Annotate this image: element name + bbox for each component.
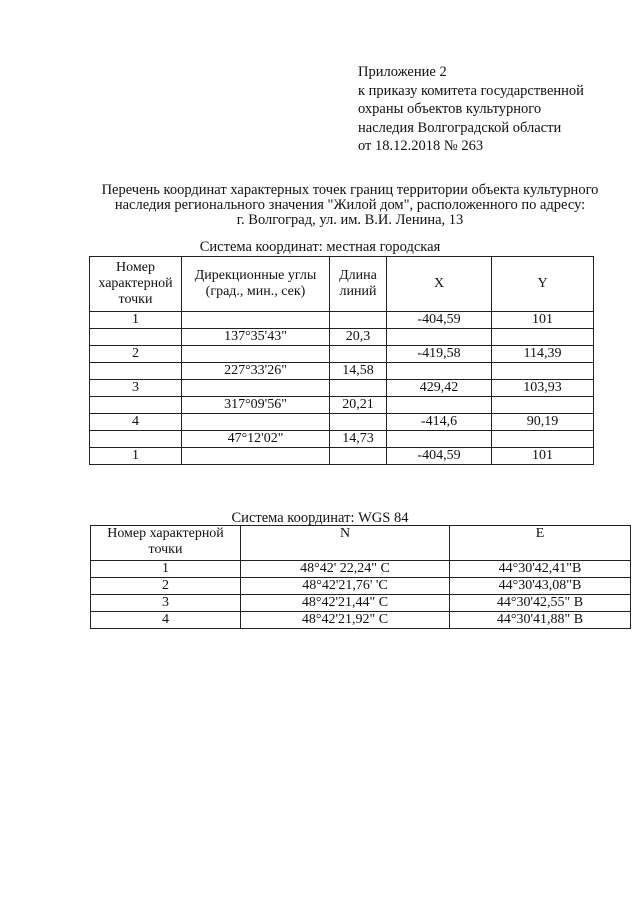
point-number: 3 [91,595,241,612]
direction-angle [182,380,330,397]
header-e: E [450,526,631,561]
x-value [387,363,492,380]
table2-caption: Система координат: WGS 84 [231,510,409,526]
x-value [387,431,492,448]
header-y: Y [492,257,594,312]
point-number: 3 [90,380,182,397]
y-value: 114,39 [492,346,594,363]
table-row [90,431,594,448]
point-number: 2 [91,578,241,595]
point-number: 4 [90,414,182,431]
header-direction-angles: Дирекционные углы (град., мин., сек) [182,257,330,312]
direction-angle: 227°33'26" [182,363,330,380]
y-value: 101 [492,312,594,329]
heading-line: наследия регионального значения "Жилой дом", расположенного по адресу: [114,197,586,213]
table-header-row [90,257,594,312]
direction-angle: 137°35'43" [182,329,330,346]
latitude: 48°42'21,76' 'С [241,578,450,595]
table-row [91,595,631,612]
point-number: 2 [90,346,182,363]
table-row [90,397,594,414]
direction-angle: 47°12'02" [182,431,330,448]
direction-angle: 317°09'56" [182,397,330,414]
line-length [330,346,387,363]
latitude: 48°42'21,92" С [241,612,450,629]
x-value [387,329,492,346]
header-x: X [387,257,492,312]
longitude: 44°30'41,88" В [450,612,631,629]
x-value: -404,59 [387,448,492,465]
appendix-block [358,63,584,156]
table1-caption: Система координат: местная городская [199,239,441,255]
longitude: 44°30'42,55" В [450,595,631,612]
table-row [90,312,594,329]
point-number [90,431,182,448]
line-length: 14,58 [330,363,387,380]
line-length [330,414,387,431]
heading-line: г. Волгоград, ул. им. В.И. Ленина, 13 [236,212,464,228]
y-value: 101 [492,448,594,465]
y-value [492,431,594,448]
y-value [492,329,594,346]
line-length: 20,21 [330,397,387,414]
appendix-line: от 18.12.2018 № 263 [358,138,484,154]
line-length [330,380,387,397]
line-length [330,448,387,465]
heading-line: Перечень координат характерных точек границ территории объекта культурного [101,182,599,198]
table-row [91,612,631,629]
table-row [90,363,594,380]
appendix-line: Приложение 2 [358,64,447,80]
x-value: 429,42 [387,380,492,397]
x-value [387,397,492,414]
direction-angle [182,414,330,431]
header-point-number: Номер характерной точки [91,526,241,561]
point-number [90,363,182,380]
longitude: 44°30'42,41"В [450,561,631,578]
direction-angle [182,346,330,363]
y-value [492,397,594,414]
header-point-number: Номер характерной точки [90,257,182,312]
line-length: 14,73 [330,431,387,448]
wgs84-coordinates-table [90,525,631,629]
x-value: -414,6 [387,414,492,431]
latitude: 48°42' 22,24" С [241,561,450,578]
direction-angle [182,312,330,329]
point-number [90,329,182,346]
local-coordinates-table [89,256,594,465]
point-number: 1 [90,312,182,329]
appendix-line: охраны объектов культурного [358,101,542,117]
table-row [90,414,594,431]
x-value: -404,59 [387,312,492,329]
appendix-line: к приказу комитета государственной [358,82,584,99]
table-row [90,346,594,363]
latitude: 48°42'21,44" С [241,595,450,612]
longitude: 44°30'43,08"В [450,578,631,595]
direction-angle [182,448,330,465]
y-value: 103,93 [492,380,594,397]
header-line-length: Длина линий [330,257,387,312]
point-number: 1 [90,448,182,465]
appendix-line: наследия Волгоградской области [358,119,562,136]
line-length: 20,3 [330,329,387,346]
table-row [91,561,631,578]
line-length [330,312,387,329]
header-n: N [241,526,450,561]
y-value [492,363,594,380]
table-row [90,329,594,346]
table-row [90,448,594,465]
table-row [91,578,631,595]
y-value: 90,19 [492,414,594,431]
table-header-row [91,526,631,561]
table-row [90,380,594,397]
point-number: 4 [91,612,241,629]
point-number [90,397,182,414]
point-number: 1 [91,561,241,578]
x-value: -419,58 [387,346,492,363]
document-heading [60,183,640,228]
